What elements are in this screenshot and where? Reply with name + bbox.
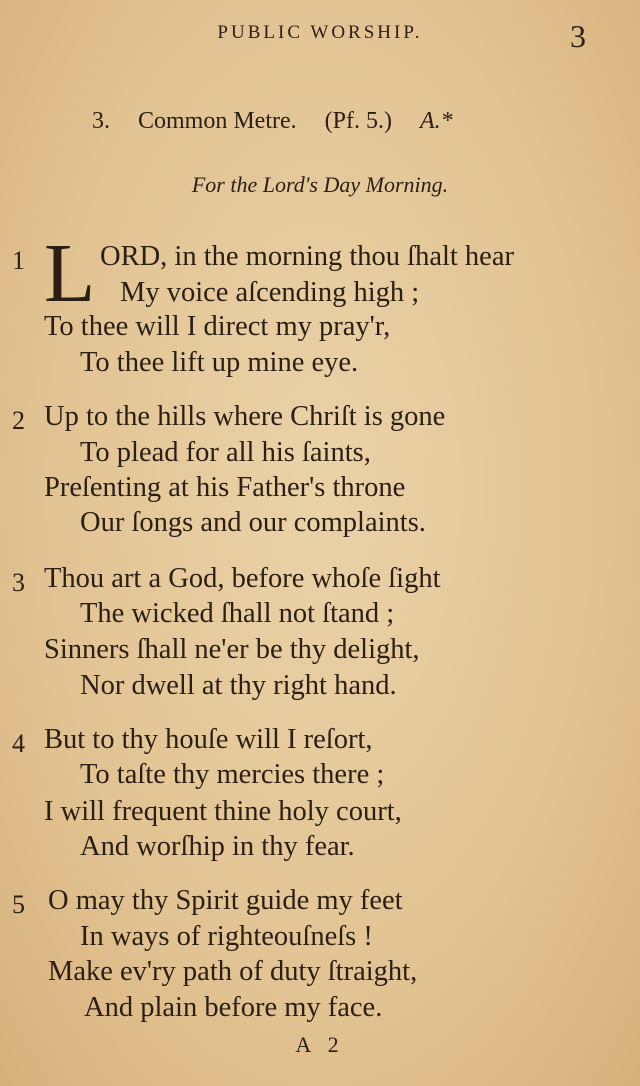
verse-line: And worſhip in thy fear. xyxy=(80,831,355,862)
stanza-number: 3 xyxy=(12,568,25,597)
hymn-number: 3. xyxy=(92,108,110,134)
printer-signature: A 2 xyxy=(295,1032,345,1057)
hymn-metre: Common Metre. xyxy=(138,108,297,134)
verse-line: To thee will I direct my pray'r, xyxy=(44,311,391,342)
verse-line: And plain before my face. xyxy=(84,992,383,1023)
stanza-number: 4 xyxy=(12,729,25,758)
verse-line: To taſte thy mercies there ; xyxy=(80,759,385,790)
verse-line: To thee lift up mine eye. xyxy=(80,347,359,378)
verse-line: Thou art a God, before whoſe ſight xyxy=(44,563,441,594)
verse-line: I will frequent thine holy court, xyxy=(44,796,402,827)
running-title: PUBLIC WORSHIP. xyxy=(217,22,423,43)
psalm-reference: (Pf. 5.) xyxy=(324,108,392,134)
page-number: 3 xyxy=(570,18,586,54)
verse-line: But to thy houſe will I reſort, xyxy=(44,724,373,755)
verse-line: The wicked ſhall not ſtand ; xyxy=(80,598,395,629)
verse-line: Up to the hills where Chriſt is gone xyxy=(44,401,446,432)
verse-line: O may thy Spirit guide my feet xyxy=(48,885,403,916)
drop-cap: L xyxy=(44,227,96,320)
verse-line: Sinners ſhall ne'er be thy delight, xyxy=(44,634,420,665)
verse-line: My voice aſcending high ; xyxy=(120,277,420,308)
stanza-number: 5 xyxy=(12,890,25,919)
verse-line: Preſenting at his Father's throne xyxy=(44,472,406,503)
hymn-meta xyxy=(92,108,453,135)
hymn-subtitle: For the Lord's Day Morning. xyxy=(191,172,449,197)
verse-line: ORD, in the morning thou ſhalt hear xyxy=(100,241,514,272)
verse-line: Make ev'ry path of duty ſtraight, xyxy=(48,956,418,987)
stanza-number: 1 xyxy=(12,246,25,275)
verse-line: Our ſongs and our complaints. xyxy=(80,507,426,538)
verse-line: In ways of righteouſneſs ! xyxy=(80,921,373,952)
verse-line: Nor dwell at thy right hand. xyxy=(80,670,397,701)
tune-mark: A.* xyxy=(419,108,453,134)
verse-line: To plead for all his ſaints, xyxy=(80,437,371,468)
stanza-number: 2 xyxy=(12,406,25,435)
